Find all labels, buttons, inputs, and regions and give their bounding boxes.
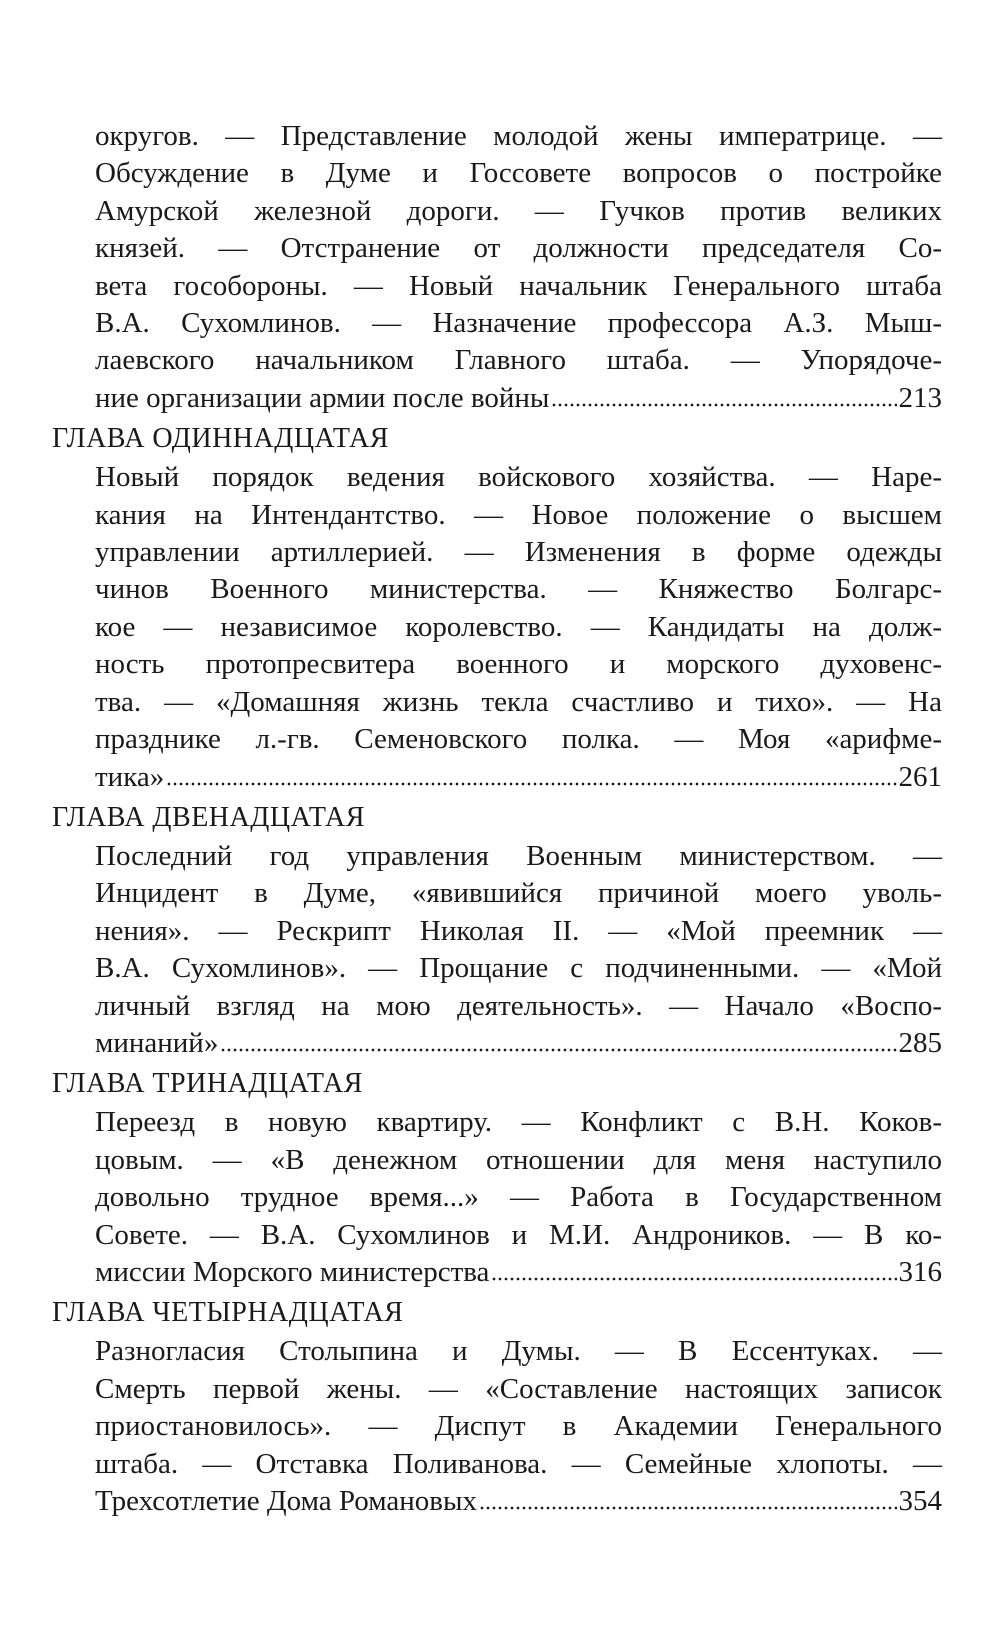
dot-leader — [551, 387, 896, 407]
dot-leader — [491, 1261, 896, 1281]
toc-entry-chapter-13 — [95, 1104, 942, 1291]
toc-line: празднике л.-гв. Семеновского полка. — Моя «арифме- — [95, 723, 942, 756]
toc-line: В.А. Сухомлинов». — Прощание с подчиненными. — «Мой — [95, 952, 942, 985]
toc-line: довольно трудное время...» — Работа в Государственном — [95, 1181, 942, 1214]
toc-line: кания на Интендантство. — Новое положение о высшем — [95, 498, 942, 531]
toc-entry-continuation — [95, 118, 942, 417]
toc-line: нения». — Рескрипт Николая II. — «Мой преемник — — [95, 914, 942, 947]
dot-leader — [166, 766, 896, 786]
chapter-title: ГЛАВА ТРИНАДЦАТАЯ — [52, 1068, 363, 1100]
toc-line: Совете. — В.А. Сухомлинов и М.И. Андроников. — В ко- — [95, 1218, 942, 1251]
toc-line: Обсуждение в Думе и Госсовете вопросов о постройке — [95, 157, 942, 190]
chapter-title: ГЛАВА ЧЕТЫРНАДЦАТАЯ — [52, 1297, 404, 1329]
toc-line: тва. — «Домашняя жизнь текла счастливо и тихо». — На — [95, 685, 942, 718]
toc-line: личный взгляд на мою деятельность». — Начало «Воспо- — [95, 989, 942, 1022]
toc-line: Переезд в новую квартиру. — Конфликт с В.Н. Коков- — [95, 1106, 942, 1139]
toc-line: Амурской железной дороги. — Гучков против великих — [95, 194, 942, 227]
toc-line: Смерть первой жены. — «Составление настоящих записок — [95, 1372, 942, 1405]
dot-leader — [220, 1032, 896, 1052]
toc-last-line — [95, 759, 942, 796]
toc-line: чинов Военного министерства. — Княжество Болгарс- — [95, 573, 942, 606]
chapter-title: ГЛАВА ДВЕНАДЦАТАЯ — [52, 801, 365, 833]
page-number: 261 — [898, 760, 942, 793]
dot-leader — [479, 1490, 897, 1510]
toc-line: князей. — Отстранение от должности председателя Со- — [95, 232, 942, 265]
toc-last-line — [95, 1254, 942, 1291]
chapter-title: ГЛАВА ОДИННАДЦАТАЯ — [52, 423, 389, 455]
page-number: 285 — [898, 1026, 942, 1059]
toc-line: округов. — Представление молодой жены императрице. — — [95, 120, 942, 152]
toc-entry-chapter-12 — [95, 838, 942, 1062]
toc-entry-chapter-11 — [95, 459, 942, 796]
toc-line: приостановилось». — Диспут в Академии Генерального — [95, 1410, 942, 1443]
toc-line: Новый порядок ведения войскового хозяйства. — Наре- — [95, 461, 942, 494]
page-number: 354 — [898, 1485, 942, 1517]
toc-line: Разногласия Столыпина и Думы. — В Ессентуках. — — [95, 1335, 942, 1368]
toc-line: управлении артиллерией. — Изменения в форме одежды — [95, 536, 942, 569]
toc-line: ность протопресвитера военного и морского духовенс- — [95, 648, 942, 681]
toc-line: кое — независимое королевство. — Кандидаты на долж- — [95, 610, 942, 643]
toc-last-line — [95, 1483, 942, 1520]
toc-line-text: Трехсотлетие Дома Романовых — [95, 1485, 477, 1517]
toc-entry-chapter-14 — [95, 1333, 942, 1520]
toc-line-text: миссии Морского министерства — [95, 1255, 490, 1288]
page-number: 213 — [898, 381, 942, 414]
toc-line-text: тика» — [95, 760, 165, 793]
toc-line: вета гособороны. — Новый начальник Генерального штаба — [95, 269, 942, 302]
toc-line-text: ние организации армии после войны — [95, 381, 550, 414]
toc-line: В.А. Сухомлинов. — Назначение профессора А.З. Мыш- — [95, 307, 942, 340]
toc-line: лаевского начальником Главного штаба. — Упорядоче- — [95, 344, 942, 377]
toc-line: цовым. — «В денежном отношении для меня наступило — [95, 1143, 942, 1176]
toc-line: Последний год управления Военным министерством. — — [95, 839, 942, 872]
toc-last-line — [95, 1025, 942, 1062]
toc-line-text: минаний» — [95, 1026, 219, 1059]
page-number: 316 — [898, 1255, 942, 1288]
toc-last-line — [95, 380, 942, 417]
table-of-contents — [52, 118, 942, 1520]
toc-line: штаба. — Отставка Поливанова. — Семейные хлопоты. — — [95, 1447, 942, 1480]
toc-line: Инцидент в Думе, «явившийся причиной моего уволь- — [95, 877, 942, 910]
